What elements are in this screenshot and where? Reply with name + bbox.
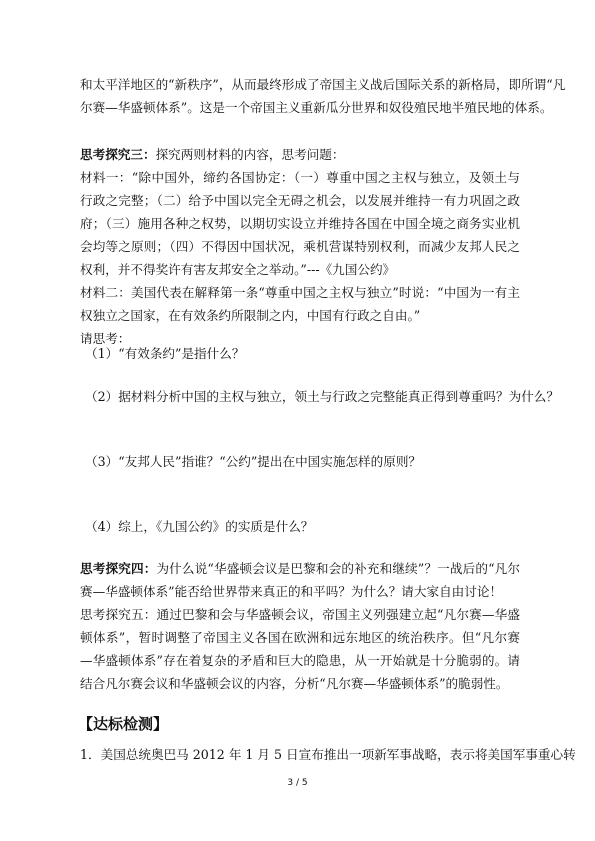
explore-3-label: 思考探究三： [80,147,156,162]
page-number: 3 / 5 [287,778,308,788]
test-item-1: 1．美国总统奥巴马 2012 年 1 月 5 日宣布推出一项新军事战略，表示将美国军事重心转 [80,747,576,762]
question-4: （4）综上，《九国公约》的实质是什么？ [85,519,314,534]
question-2: （2）据材料分析中国的主权与独立，领土与行政之完整能真正得到尊重吗？为什么？ [85,389,559,404]
intro-line-2: 尔赛—华盛顿体系”。这是一个帝国主义重新瓜分世界和奴役殖民地半殖民地的体系。 [80,100,553,115]
question-3: （3）“友邦人民”指谁？“公约”提出在中国实施怎样的原则？ [85,454,422,469]
explore-3-text: 探究两则材料的内容，思考问题： [155,147,345,162]
explore-3-line [80,143,344,166]
material-1: 材料一：“除中国外，缔约各国协定：（一）尊重中国之主权与独立，及领土与行政之完整；（二）给予中国以完全无碍之机会，以发展并维持一有力巩固之政府；（三）施用各种之权势，以期切实设立并维持各国在中国全境之商务实业机会均等之原则；（四）不得因中国状况，乘机营谋特别权利，而减少友邦人民之权利，并不得奖许有害友邦安全之举动。”---《九国公约》 [80,170,520,277]
intro-line-1: 和太平洋地区的“新秩序”，从而最终形成了帝国主义战后国际关系的新格局，即所谓“凡 [80,77,566,92]
explore-5-paragraph: 思考探究五：通过巴黎和会与华盛顿会议，帝国主义列强建立起“凡尔赛—华盛顿体系”，暂时调整了帝国主义各国在欧洲和远东地区的统治秩序。但“凡尔赛—华盛顿体系”存在着复杂的矛盾和巨大的隐患，从一开始就是十分脆弱的。请结合凡尔赛会议和华盛顿会议的内容，分析“凡尔赛—华盛顿体系”的脆弱性。 [80,607,520,691]
explore-4-paragraph [80,557,520,603]
material-2: 材料二：美国代表在解释第一条“尊重中国之主权与独立”时说：“中国为一有主权独立之国家，在有效条约所限制之内，中国有行政之自由。” [80,285,520,323]
explore-4-text: 为什么说“华盛顿会议是巴黎和会的补充和继续”？一战后的“凡尔赛—华盛顿体系”能否给世界带来真正的和平吗？为什么？请大家自由讨论！ [80,561,520,599]
explore-4-label: 思考探究四： [80,561,157,576]
think-prompt: 请思考： [80,331,131,346]
section-heading: 【达标检测】 [78,715,169,733]
question-1: （1）“有效条约”是指什么？ [85,346,245,361]
